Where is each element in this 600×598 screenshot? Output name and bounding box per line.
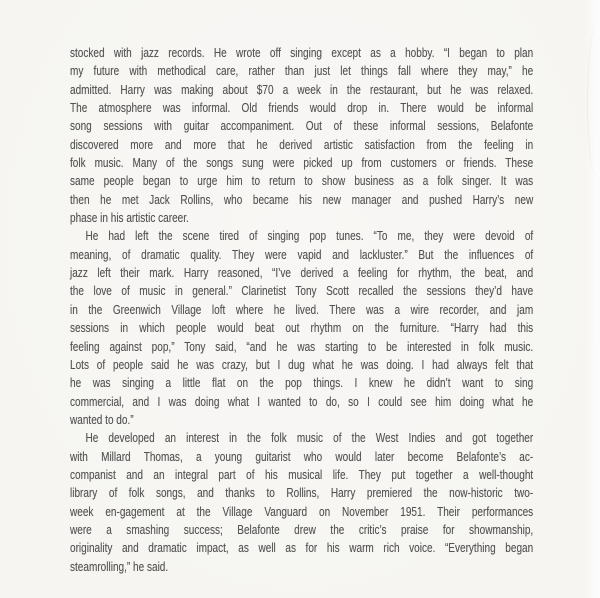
- text-line: wanted to do.”: [70, 411, 134, 427]
- text-line: steamrolling,” he said.: [70, 558, 169, 574]
- text-line: with Millard Thomas, a young guitarist who would later become Belafonte’s ac-: [70, 448, 534, 464]
- paragraph: [70, 44, 533, 227]
- text-line: Lots of people said he was crazy, but I dug what he was doing. I had always felt that: [70, 356, 534, 372]
- text-line: discovered more and more that he derived artistic satisfaction from the feeling in: [70, 136, 534, 152]
- text-line: week en-gagement at the Village Vanguard on November 1951. Their performances: [70, 503, 534, 519]
- text-line: he was singing a little flat on the pop things. I knew he didn’t want to sing: [70, 375, 534, 391]
- text-line: He had left the scene tired of singing pop tunes. “To me, they were devoid of: [85, 228, 534, 244]
- text-line: library of folk songs, and thanks to Rollins, Harry premiered the now-historic two-: [70, 485, 534, 501]
- text-line: feeling against pop,” Tony said, “and he was starting to be interested in folk music.: [70, 338, 534, 354]
- text-line: phase in his artistic career.: [70, 210, 189, 226]
- text-line: originality and dramatic impact, as well as for his warm rich voice. “Everything began: [70, 540, 534, 556]
- text-line: commercial, and I was doing what I wanted to do, so I could see him doing what he: [70, 393, 534, 409]
- scan-edge-arc: [587, 26, 597, 176]
- scan-edge-highlight: [584, 0, 600, 598]
- paragraph: [70, 227, 533, 429]
- text-line: folk music. Many of the songs sung were picked up from customers or friends. These: [70, 155, 534, 171]
- text-block: [70, 44, 533, 576]
- text-line: He developed an interest in the folk music of the West Indies and got together: [85, 430, 534, 446]
- text-line: The atmosphere was informal. Old friends would drop in. There would be informal: [70, 100, 534, 116]
- text-line: same people began to urge him to return to show business as a folk singer. It was: [70, 173, 534, 189]
- text-line: were a smashing success; Belafonte drew the critic’s praise for showmanship,: [70, 521, 534, 537]
- text-line: my future with methodical care, rather than just let things fall where they may,” he: [70, 63, 534, 79]
- text-line: admitted. Harry was making about $70 a week in the restaurant, but he was relaxed.: [70, 81, 534, 97]
- text-line: sessions in which people would beat out rhythm on the furniture. “Harry had this: [70, 320, 534, 336]
- text-line: then he met Jack Rollins, who became his new manager and pushed Harry’s new: [70, 191, 534, 207]
- text-line: jazz left their mark. Harry reasoned, “I’ve derived a feeling for rhythm, the beat, and: [70, 265, 534, 281]
- text-line: the love of music in general.” Clarinetist Tony Scott recalled the sessions they’d have: [70, 283, 534, 299]
- paragraph: [70, 429, 533, 576]
- text-line: meaning, of dramatic quality. They were vapid and lackluster.” But the influences of: [70, 246, 534, 262]
- text-line: stocked with jazz records. He wrote off singing except as a hobby. “I began to plan: [70, 45, 534, 60]
- text-line: companist and an integral part of his musical life. They put together a well-thought: [70, 466, 534, 482]
- text-line: song sessions with guitar accompaniment. Out of these informal sessions, Belafonte: [70, 118, 534, 134]
- text-line: in the Greenwich Village loft where he lived. There was a wire recorder, and jam: [70, 301, 534, 317]
